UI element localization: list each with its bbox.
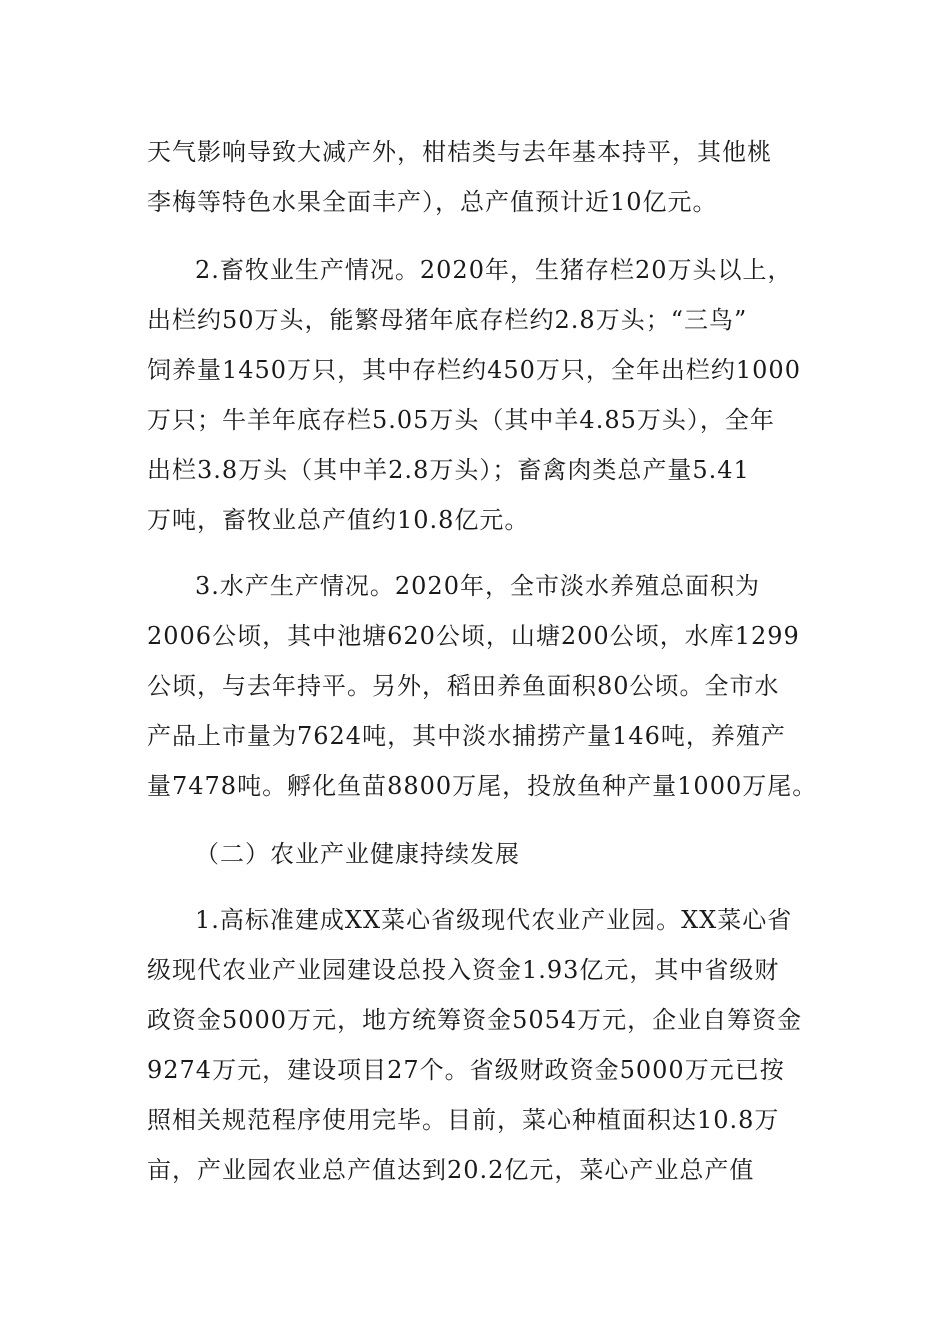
paragraph-2-line-1: 2.畜牧业生产情况。2020年，生猪存栏20万头以上， [195, 256, 793, 284]
paragraph-5-line-6: 亩，产业园农业总产值达到20.2亿元，菜心产业总产值 [147, 1156, 755, 1184]
paragraph-2-line-2: 出栏约50万头，能繁母猪年底存栏约2.8万头；“三鸟” [147, 306, 748, 334]
paragraph-5-line-1: 1.高标准建成XX菜心省级现代农业产业园。XX菜心省 [195, 906, 793, 934]
paragraph-5-line-4: 9274万元，建设项目27个。省级财政资金5000万元已按 [147, 1056, 785, 1084]
paragraph-2-line-4: 万只；牛羊年底存栏5.05万头（其中羊4.85万头），全年 [147, 406, 775, 434]
paragraph-5-line-2: 级现代农业产业园建设总投入资金1.93亿元，其中省级财 [147, 956, 780, 984]
paragraph-3-line-1: 3.水产生产情况。2020年，全市淡水养殖总面积为 [195, 572, 760, 600]
paragraph-2-line-3: 饲养量1450万只，其中存栏约450万只，全年出栏约1000 [147, 356, 801, 384]
paragraph-3-line-4: 产品上市量为7624吨，其中淡水捕捞产量146吨，养殖产 [147, 722, 786, 750]
section-heading: （二）农业产业健康持续发展 [195, 840, 520, 868]
paragraph-3-line-5: 量7478吨。孵化鱼苗8800万尾，投放鱼种产量1000万尾。 [147, 772, 818, 800]
paragraph-1-line-2: 李梅等特色水果全面丰产），总产值预计近10亿元。 [147, 188, 718, 216]
paragraph-5-line-3: 政资金5000万元，地方统筹资金5054万元，企业自筹资金 [147, 1006, 803, 1034]
paragraph-2-line-5: 出栏3.8万头（其中羊2.8万头）；畜禽肉类总产量5.41 [147, 456, 750, 484]
paragraph-5-line-5: 照相关规范程序使用完毕。目前，菜心种植面积达10.8万 [147, 1106, 780, 1134]
paragraph-3-line-2: 2006公顷，其中池塘620公顷，山塘200公顷，水库1299 [147, 622, 800, 650]
paragraph-3-line-3: 公顷，与去年持平。另外，稻田养鱼面积80公顷。全市水 [147, 672, 780, 700]
paragraph-2-line-6: 万吨，畜牧业总产值约10.8亿元。 [147, 506, 530, 534]
paragraph-1-line-1: 天气影响导致大减产外，柑桔类与去年基本持平，其他桃 [147, 138, 772, 166]
